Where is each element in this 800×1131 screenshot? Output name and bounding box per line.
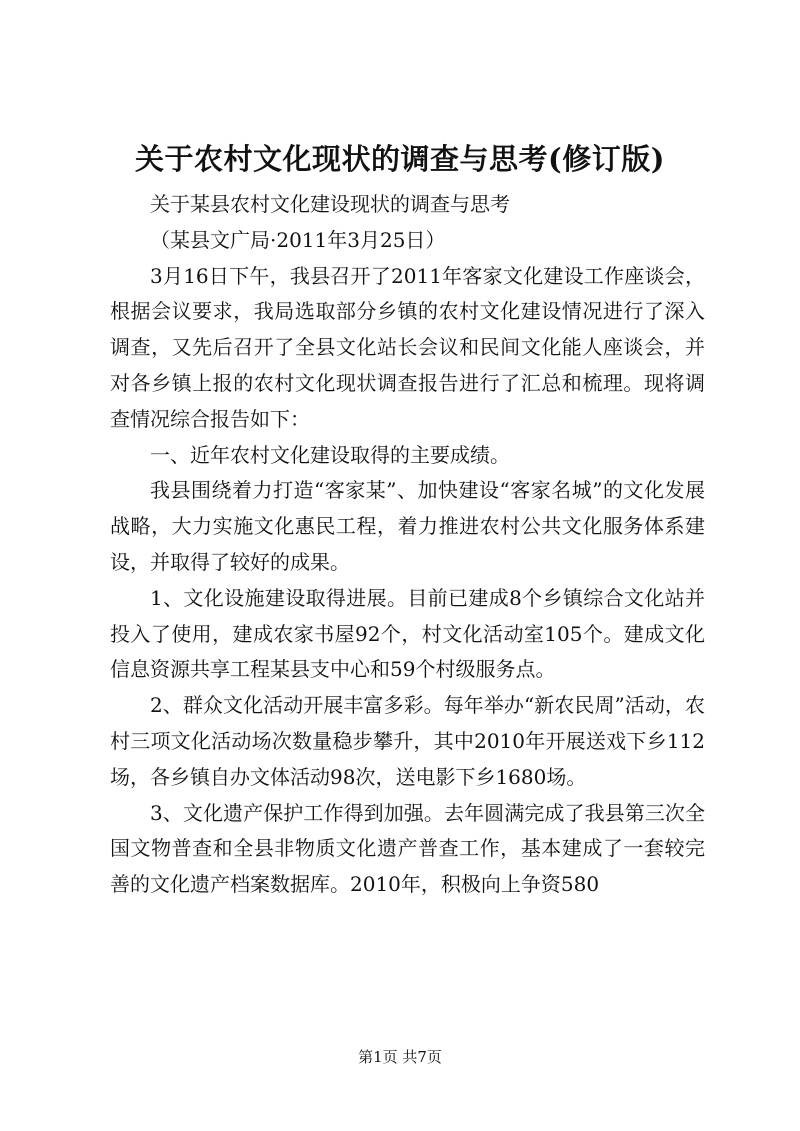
body-paragraph: 1、文化设施建设取得进展。目前已建成8个乡镇综合文化站并投入了使用，建成农家书屋92个，村文化活动室105个。建成文化信息资源共享工程某县支中心和59个村级服务点。	[110, 585, 705, 682]
page-number-footer: 第1页 共7页	[358, 1048, 442, 1066]
document-title: 关于农村文化现状的调查与思考(修订版)	[135, 142, 665, 176]
body-paragraph: 3月16日下午，我县召开了2011年客家文化建设工作座谈会，根据会议要求，我局选取部分乡镇的农村文化建设情况进行了深入调查，又先后召开了全县文化站长会议和民间文化能人座谈会，并对各乡镇上报的农村文化现状调查报告进行了汇总和梳理。现将调查情况综合报告如下：	[110, 263, 705, 431]
section-heading: 一、近年农村文化建设取得的主要成绩。	[150, 442, 510, 467]
subtitle: 关于某县农村文化建设现状的调查与思考	[150, 192, 510, 216]
body-paragraph: 2、群众文化活动开展丰富多彩。每年举办“新农民周”活动，农村三项文化活动场次数量稳步攀升，其中2010年开展送戏下乡112场，各乡镇自办文体活动98次，送电影下乡1680场。	[110, 693, 705, 789]
body-paragraph: 3、文化遗产保护工作得到加强。去年圆满完成了我县第三次全国文物普查和全县非物质文化遗产普查工作，基本建成了一套较完善的文化遗产档案数据库。2010年，积极向上争资580	[110, 800, 705, 897]
document-body	[110, 187, 705, 903]
author-date-line: （某县文广局·2011年3月25日）	[150, 227, 446, 252]
body-paragraph: 我县围绕着力打造“客家某”、加快建设“客家名城”的文化发展战略，大力实施文化惠民工程，着力推进农村公共文化服务体系建设，并取得了较好的成果。	[110, 478, 705, 574]
